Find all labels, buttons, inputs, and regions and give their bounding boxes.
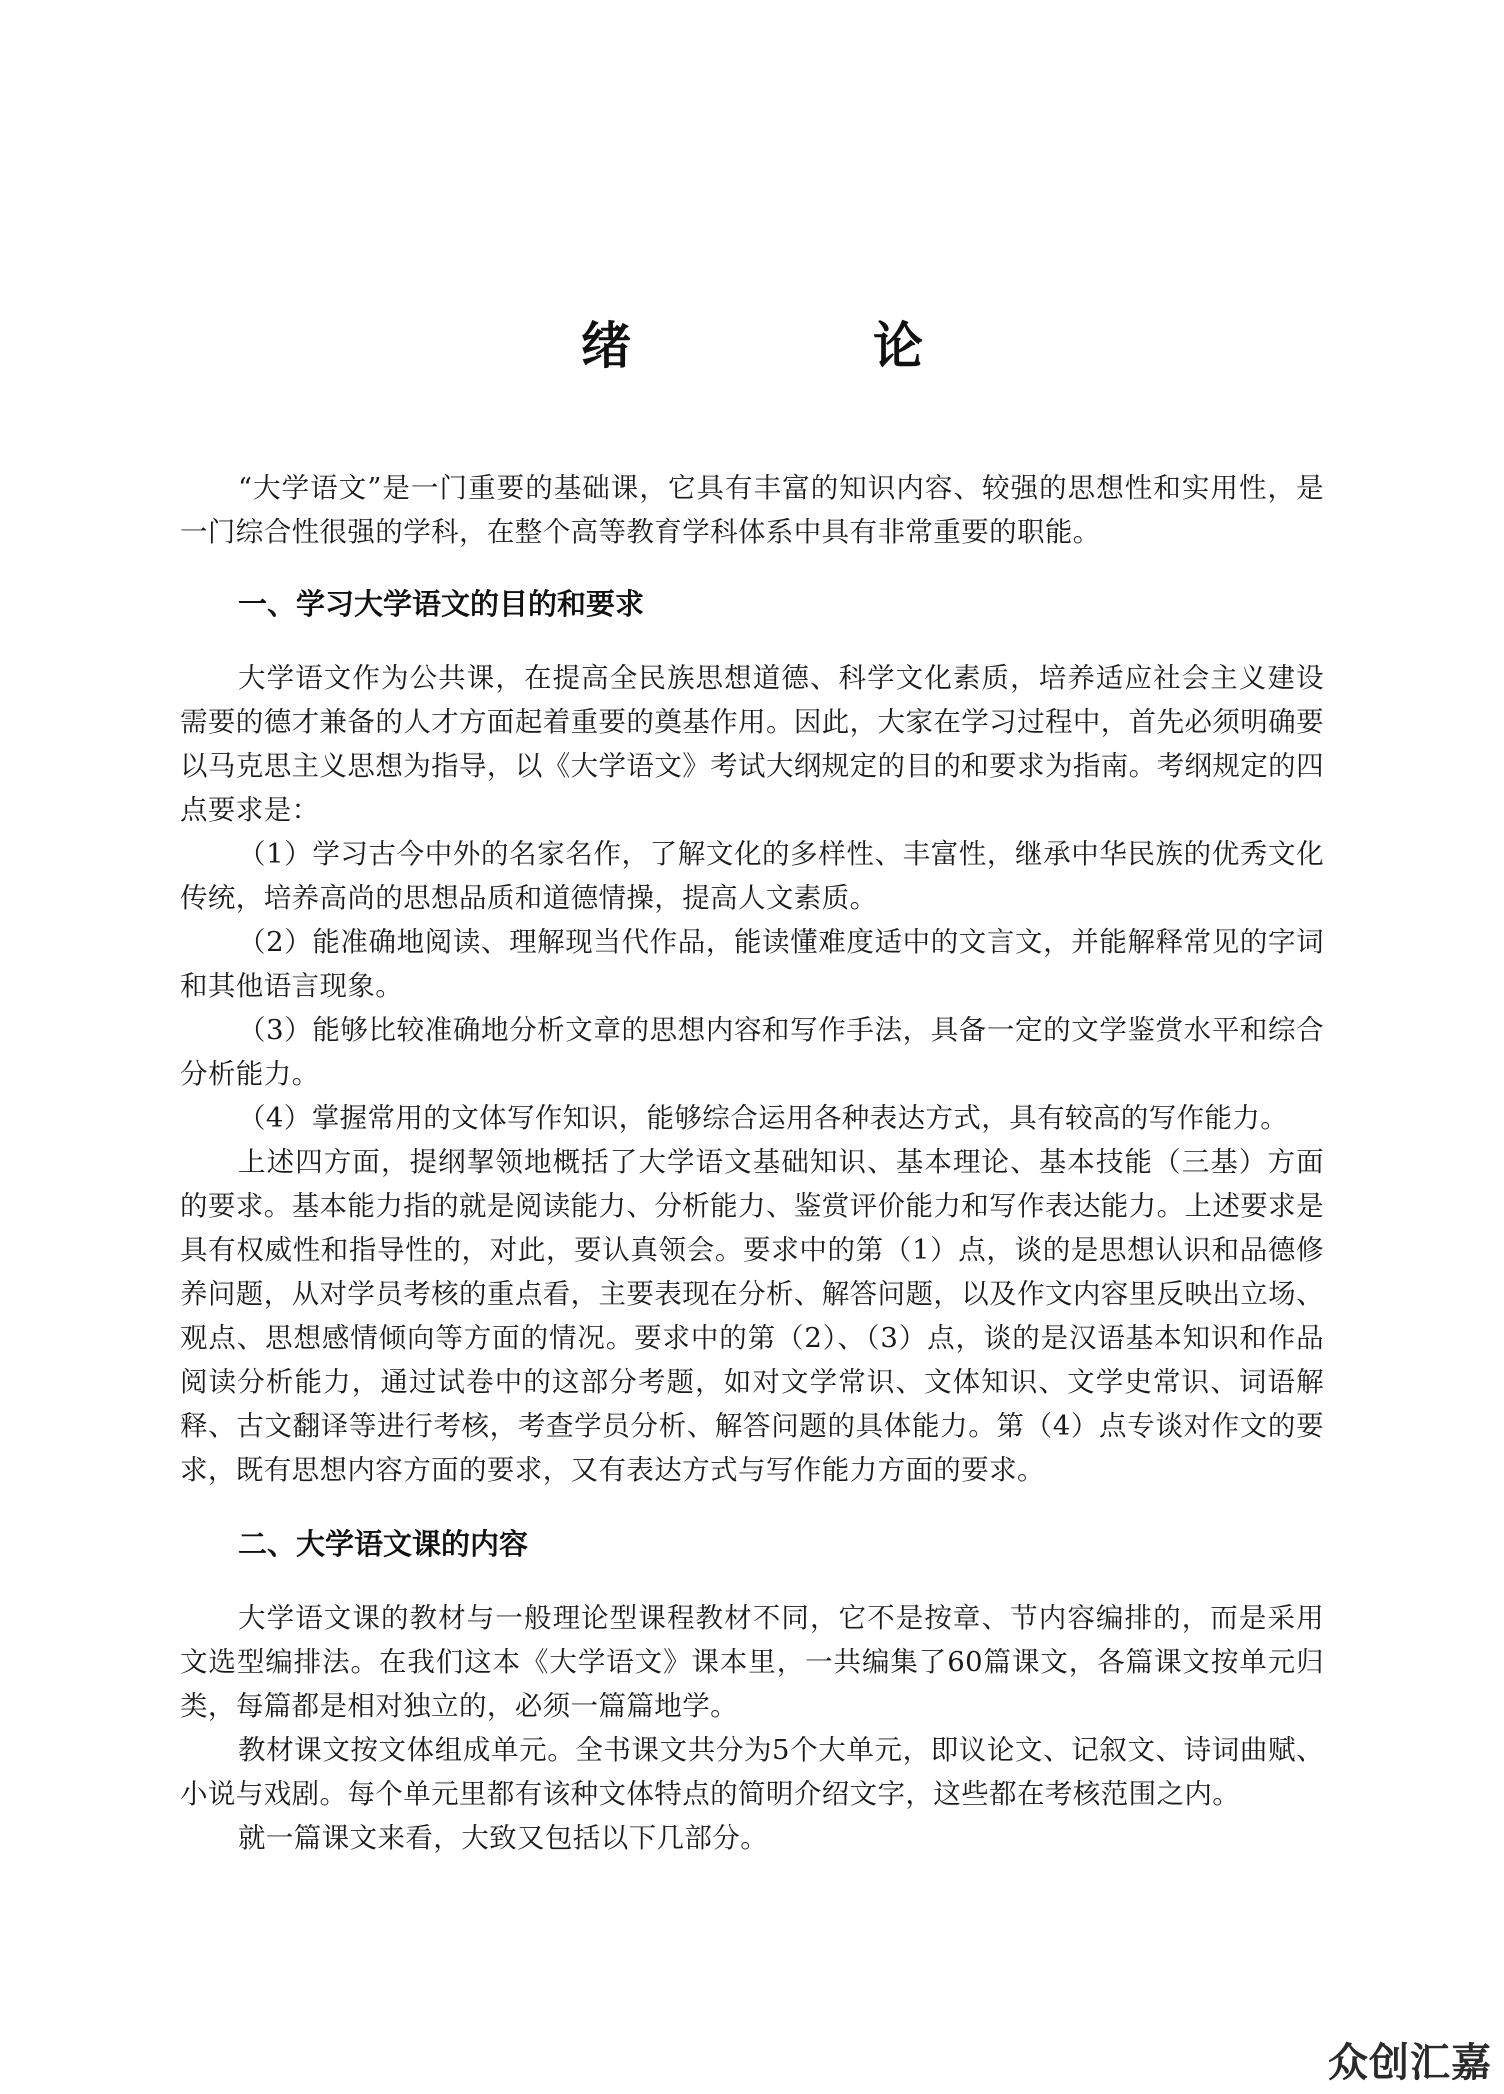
requirement-item: （4）掌握常用的文体写作知识，能够综合运用各种表达方式，具有较高的写作能力。 (238, 1102, 1289, 1134)
requirement-item: （2）能准确地阅读、理解现当代作品，能读懂难度适中的文言文，并能解释常见的字词和其他语言现象。 (180, 926, 1324, 1002)
body-paragraph: 大学语文作为公共课，在提高全民族思想道德、科学文化素质，培养适应社会主义建设需要的德才兼备的人才方面起着重要的奠基作用。因此，大家在学习过程中，首先必须明确要以马克思主义思想为指导，以《大学语文》考试大纲规定的目的和要求为指南。考纲规定的四点要求是： (180, 662, 1324, 826)
document-page (180, 316, 1324, 1860)
section-heading-goals: 一、学习大学语文的目的和要求 (238, 587, 645, 621)
body-paragraph: 教材课文按文体组成单元。全书课文共分为5个大单元，即议论文、记叙文、诗词曲赋、小说与戏剧。每个单元里都有该种文体特点的简明介绍文字，这些都在考核范围之内。 (180, 1734, 1324, 1810)
requirement-item: （1）学习古今中外的名家名作，了解文化的多样性、丰富性，继承中华民族的优秀文化传统，培养高尚的思想品质和道德情操，提高人文素质。 (180, 838, 1324, 914)
requirement-item: （3）能够比较准确地分析文章的思想内容和写作手法，具备一定的文学鉴赏水平和综合分析能力。 (180, 1014, 1324, 1090)
body-paragraph: 上述四方面，提纲挈领地概括了大学语文基础知识、基本理论、基本技能（三基）方面的要求。基本能力指的就是阅读能力、分析能力、鉴赏评价能力和写作表达能力。上述要求是具有权威性和指导性的，对此，要认真领会。要求中的第（1）点，谈的是思想认识和品德修养问题，从对学员考核的重点看，主要表现在分析、解答问题，以及作文内容里反映出立场、观点、思想感情倾向等方面的情况。要求中的第（2）、（3）点，谈的是汉语基本知识和作品阅读分析能力，通过试卷中的这部分考题，如对文学常识、文体知识、文学史常识、词语解释、古文翻译等进行考核，考查学员分析、解答问题的具体能力。第（4）点专谈对作文的要求，既有思想内容方面的要求，又有表达方式与写作能力方面的要求。 (180, 1146, 1324, 1486)
section-heading-content: 二、大学语文课的内容 (238, 1527, 529, 1561)
watermark-logo: 众创汇嘉 (1328, 2040, 1492, 2086)
intro-paragraph: “大学语文”是一门重要的基础课，它具有丰富的知识内容、较强的思想性和实用性，是一门综合性很强的学科，在整个高等教育学科体系中具有非常重要的职能。 (180, 472, 1324, 548)
body-paragraph: 大学语文课的教材与一般理论型课程教材不同，它不是按章、节内容编排的，而是采用文选型编排法。在我们这本《大学语文》课本里，一共编集了60篇课文，各篇课文按单元归类，每篇都是相对独立的，必须一篇篇地学。 (180, 1602, 1324, 1722)
body-paragraph: 就一篇课文来看，大致又包括以下几部分。 (238, 1822, 769, 1854)
page-title: 绪 论 (581, 317, 1019, 375)
